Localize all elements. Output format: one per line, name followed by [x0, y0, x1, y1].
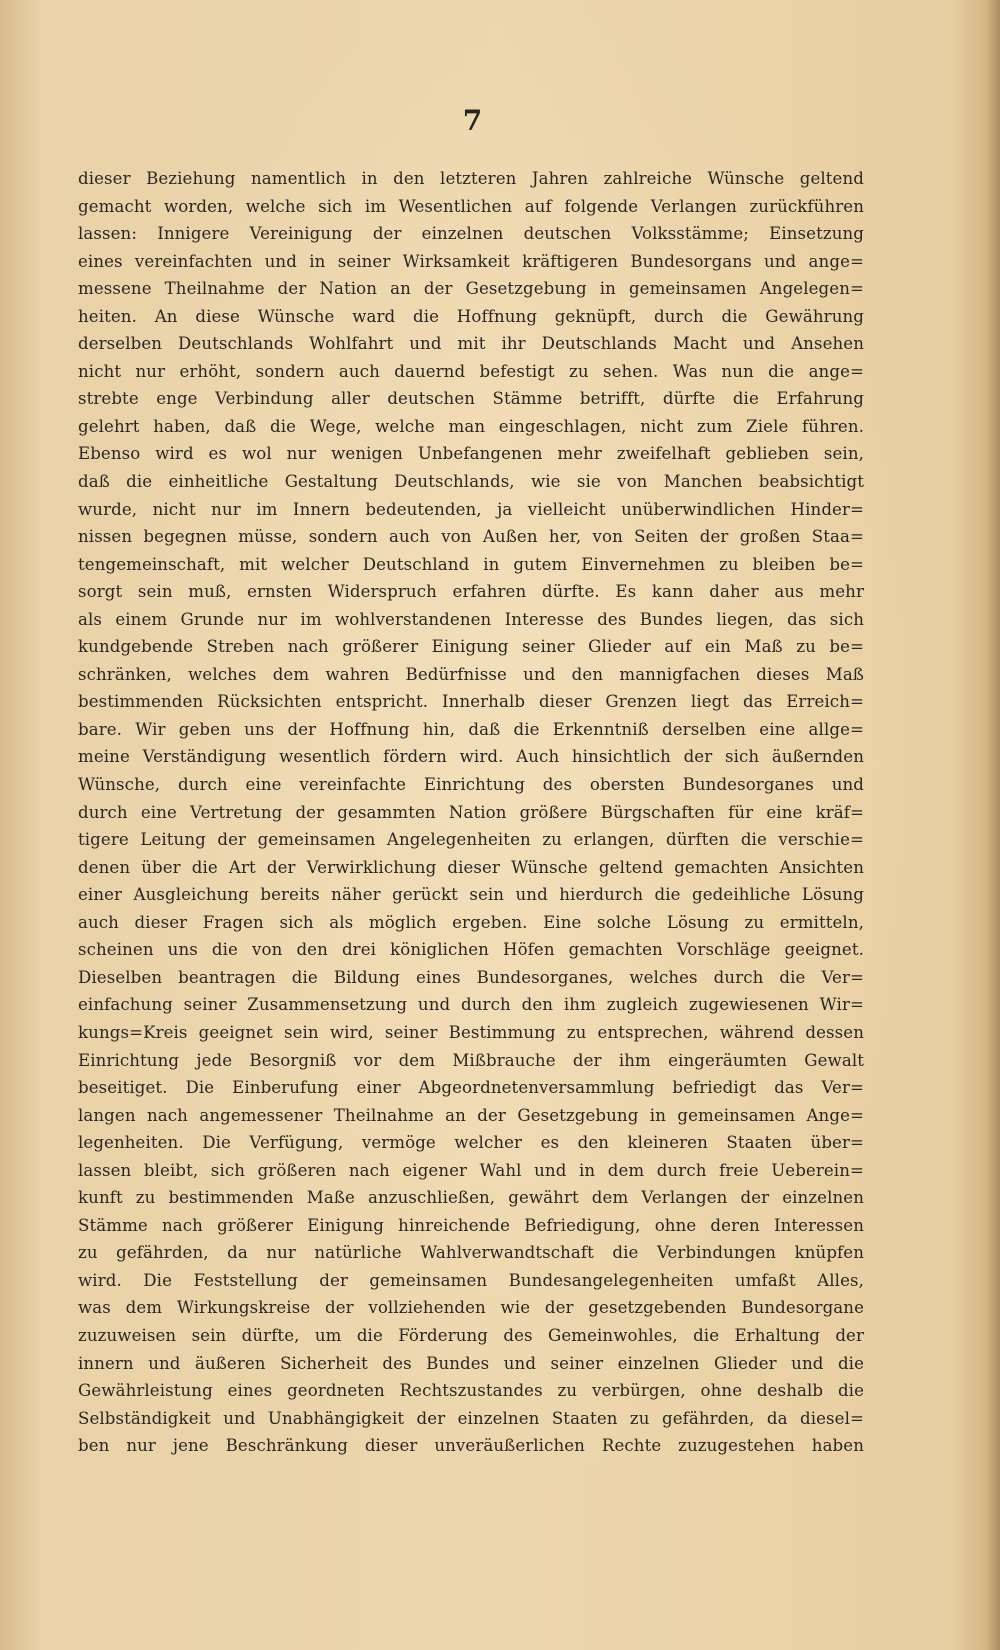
text-line: ben nur jene Beschränkung dieser unveräußerlichen Rechte zuzugestehen haben — [78, 1436, 864, 1456]
text-line: messene Theilnahme der Nation an der Gesetzgebung in gemeinsamen Angelegen= — [78, 279, 864, 299]
text-line: dieser Beziehung namentlich in den letzteren Jahren zahlreiche Wünsche geltend — [78, 169, 864, 188]
text-line: wird. Die Feststellung der gemeinsamen Bundesangelegenheiten umfaßt Alles, — [78, 1270, 864, 1290]
text-line: tigere Leitung der gemeinsamen Angelegenheiten zu erlangen, dürften die verschie= — [78, 830, 864, 850]
text-line: daß die einheitliche Gestaltung Deutschlands, wie sie von Manchen beabsichtigt — [78, 472, 864, 492]
text-line: zu gefährden, da nur natürliche Wahlverwandtschaft die Verbindungen knüpfen — [78, 1243, 864, 1263]
text-line: sorgt sein muß, ernsten Widerspruch erfahren dürfte. Es kann daher aus mehr — [78, 582, 864, 602]
text-line: Stämme nach größerer Einigung hinreichende Befriedigung, ohne deren Interessen — [78, 1215, 864, 1235]
text-line: wurde, nicht nur im Innern bedeutenden, ja vielleicht unüberwindlichen Hinder= — [78, 499, 864, 519]
text-line: lassen: Innigere Vereinigung der einzelnen deutschen Volksstämme; Einsetzung — [78, 224, 864, 244]
text-line: als einem Grunde nur im wohlverstandenen Interesse des Bundes liegen, das sich — [78, 609, 864, 629]
text-line: tengemeinschaft, mit welcher Deutschland in gutem Einvernehmen zu bleiben be= — [78, 554, 864, 574]
text-line: bestimmenden Rücksichten entspricht. Innerhalb dieser Grenzen liegt das Erreich= — [78, 692, 864, 712]
text-line: kunft zu bestimmenden Maße anzuschließen, gewährt dem Verlangen der einzelnen — [78, 1188, 864, 1208]
text-line: auch dieser Fragen sich als möglich ergeben. Eine solche Lösung zu ermitteln, — [78, 912, 864, 932]
text-line: scheinen uns die von den drei königlichen Höfen gemachten Vorschläge geeignet. — [78, 940, 864, 960]
text-line: Gewährleistung eines geordneten Rechtszustandes zu verbürgen, ohne deshalb die — [78, 1381, 864, 1401]
text-line: denen über die Art der Verwirklichung dieser Wünsche geltend gemachten Ansichten — [78, 857, 864, 877]
text-line: innern und äußeren Sicherheit des Bundes und seiner einzelnen Glieder und die — [78, 1353, 864, 1373]
text-line: langen nach angemessener Theilnahme an der Gesetzgebung in gemeinsamen Ange= — [78, 1105, 864, 1125]
text-line: Ebenso wird es wol nur wenigen Unbefangenen mehr zweifelhaft geblieben sein, — [78, 444, 864, 464]
text-line: einer Ausgleichung bereits näher gerückt sein und hierdurch die gedeihliche Lösung — [78, 885, 864, 905]
text-line: gemacht worden, welche sich im Wesentlichen auf folgende Verlangen zurückführen — [78, 196, 864, 216]
text-line: heiten. An diese Wünsche ward die Hoffnung geknüpft, durch die Gewährung — [78, 306, 864, 326]
text-line: schränken, welches dem wahren Bedürfnisse und den mannigfachen dieses Maß — [78, 664, 864, 684]
page-number: 7 — [462, 104, 483, 137]
text-line: einfachung seiner Zusammensetzung und durch den ihm zugleich zugewiesenen Wir= — [78, 995, 864, 1015]
text-line: derselben Deutschlands Wohlfahrt und mit ihr Deutschlands Macht und Ansehen — [78, 334, 864, 354]
text-line: legenheiten. Die Verfügung, vermöge welcher es den kleineren Staaten über= — [78, 1133, 864, 1153]
text-line: Wünsche, durch eine vereinfachte Einrichtung des obersten Bundesorganes und — [78, 775, 864, 795]
text-line: meine Verständigung wesentlich fördern wird. Auch hinsichtlich der sich äußernden — [78, 747, 864, 767]
text-line: was dem Wirkungskreise der vollziehenden wie der gesetzgebenden Bundesorgane — [78, 1298, 864, 1318]
text-line: eines vereinfachten und in seiner Wirksamkeit kräftigeren Bundesorgans und ange= — [78, 251, 864, 271]
text-line: gelehrt haben, daß die Wege, welche man eingeschlagen, nicht zum Ziele führen. — [78, 416, 864, 436]
text-line: zuzuweisen sein dürfte, um die Förderung des Gemeinwohles, die Erhaltung der — [78, 1325, 864, 1345]
text-line: Dieselben beantragen die Bildung eines Bundesorganes, welches durch die Ver= — [78, 967, 864, 987]
body-text — [78, 165, 864, 1460]
text-line: nicht nur erhöht, sondern auch dauernd befestigt zu sehen. Was nun die ange= — [78, 361, 864, 381]
text-line: strebte enge Verbindung aller deutschen Stämme betrifft, dürfte die Erfahrung — [78, 389, 864, 409]
text-line: beseitiget. Die Einberufung einer Abgeordnetenversammlung befriedigt das Ver= — [78, 1078, 864, 1098]
text-line: Selbständigkeit und Unabhängigkeit der einzelnen Staaten zu gefährden, da diesel= — [78, 1408, 864, 1428]
page-edge-shadow — [986, 0, 1000, 1650]
text-line: kungs=Kreis geeignet sein wird, seiner Bestimmung zu entsprechen, während dessen — [78, 1022, 864, 1042]
text-line: Einrichtung jede Besorgniß vor dem Mißbrauche der ihm eingeräumten Gewalt — [78, 1050, 864, 1070]
text-line: bare. Wir geben uns der Hoffnung hin, daß die Erkenntniß derselben eine allge= — [78, 719, 864, 739]
text-line: nissen begegnen müsse, sondern auch von Außen her, von Seiten der großen Staa= — [78, 527, 864, 547]
text-line: kundgebende Streben nach größerer Einigung seiner Glieder auf ein Maß zu be= — [78, 637, 864, 657]
text-line: durch eine Vertretung der gesammten Nation größere Bürgschaften für eine kräf= — [78, 802, 864, 822]
text-line: lassen bleibt, sich größeren nach eigener Wahl und in dem durch freie Ueberein= — [78, 1160, 864, 1180]
